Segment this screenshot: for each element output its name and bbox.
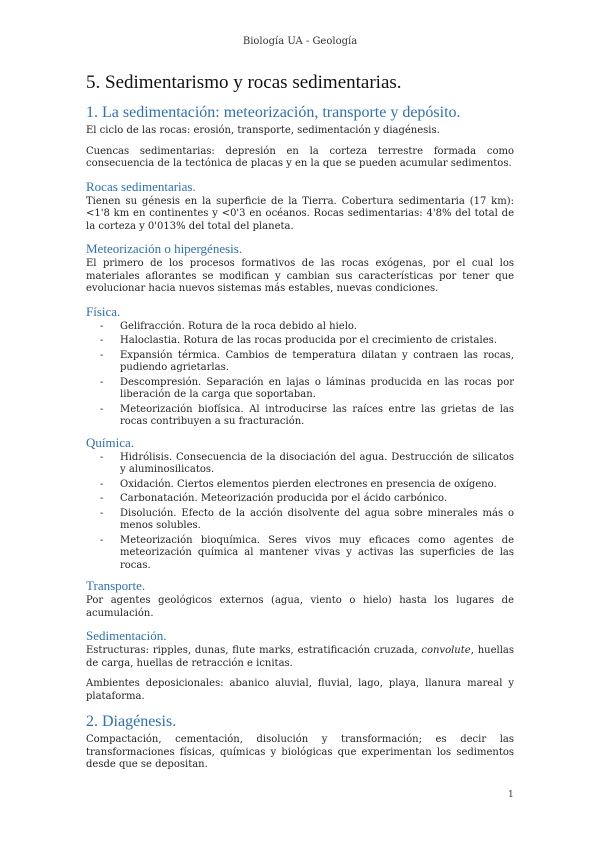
rocas-sedimentarias-heading: Rocas sedimentarias.	[86, 178, 196, 194]
meteorizacion-heading: Meteorización o hipergénesis.	[86, 241, 243, 256]
quimica-list	[86, 452, 514, 573]
list-item: - Expansión térmica. Cambios de temperatura dilatan y contraen las rocas, pudiendo agrietarlas.	[86, 350, 514, 375]
quimica-heading: Química.	[86, 434, 135, 450]
meteorizacion-paragraph: El primero de los procesos formativos de las rocas exógenas, por el cual los materiales aflorantes se modifican y cambian sus características por tener que evolucionar hacia nuevos sistemas más estables, nuevas condiciones.	[86, 258, 514, 294]
depositional-environments-paragraph: Ambientes deposicionales: abanico aluvial, fluvial, lago, playa, llanura mareal y plataforma.	[86, 678, 514, 702]
fisica-list	[86, 321, 514, 429]
section-1-heading: 1. La sedimentación: meteorización, transporte y depósito.	[86, 104, 461, 121]
sedimentacion-heading: Sedimentación.	[86, 628, 167, 643]
transporte-heading: Transporte.	[86, 578, 146, 593]
list-item: - Hidrólisis. Consecuencia de la disociación del agua. Destrucción de silicatos y aluminosilicatos.	[86, 452, 514, 477]
list-item: - Gelifracción. Rotura de la roca debido al hielo.	[86, 321, 514, 334]
section-2-heading: 2. Diagénesis.	[86, 713, 177, 730]
page-number: 1	[508, 790, 514, 800]
structures-paragraph	[86, 645, 514, 670]
list-item: - Disolución. Efecto de la acción disolvente del agua sobre minerales más o menos solubles.	[86, 508, 514, 533]
structures-text-start: Estructuras: ripples, dunas, flute marks, estratificación cruzada,	[86, 645, 422, 656]
page-content	[86, 72, 514, 780]
rocas-sedimentarias-paragraph: Tienen su génesis en la superficie de la Tierra. Cobertura sedimentaria (17 km): <1'8 km en continentes y <0'3 en océanos. Rocas sedimentarias: 4'8% del total de la corteza y 0'013% del total del planeta.	[86, 195, 514, 232]
structures-text-end: , huellas de carga, huellas de retracción e icnitas.	[86, 645, 514, 669]
structures-italic-term: convolute	[421, 645, 471, 656]
fisica-heading: Física.	[86, 303, 121, 319]
sedimentary-basins-paragraph: Cuencas sedimentarias: depresión en la corteza terrestre formada como consecuencia de la tectónica de placas y en la que se pueden acumular sedimentos.	[86, 145, 514, 169]
list-item: - Oxidación. Ciertos elementos pierden electrones en presencia de oxígeno.	[86, 479, 514, 492]
rock-cycle-paragraph: El ciclo de las rocas: erosión, transporte, sedimentación y diagénesis.	[86, 125, 440, 136]
diagenesis-paragraph: Compactación, cementación, disolución y transformación; es decir las transformaciones físicas, químicas y biológicas que experimentan los sedimentos desde que se depositan.	[86, 734, 514, 770]
list-item: - Haloclastia. Rotura de las rocas producida por el crecimiento de cristales.	[86, 335, 514, 348]
list-item: - Carbonatación. Meteorización producida por el ácido carbónico.	[86, 493, 514, 506]
list-item: - Descompresión. Separación en lajas o láminas producida en las rocas por liberación de la carga que soportaban.	[86, 377, 514, 402]
list-item: - Meteorización biofísica. Al introducirse las raíces entre las grietas de las rocas contribuyen a su fracturación.	[86, 404, 514, 429]
transporte-paragraph: Por agentes geológicos externos (agua, viento o hielo) hasta los lugares de acumulación.	[86, 595, 514, 619]
page-header: Biología UA - Geología	[242, 36, 358, 47]
chapter-title: 5. Sedimentarismo y rocas sedimentarias.	[86, 72, 402, 93]
list-item: - Meteorización bioquímica. Seres vivos muy eficaces como agentes de meteorización química al mantener vivas y activas las superficies de las rocas.	[86, 535, 514, 573]
